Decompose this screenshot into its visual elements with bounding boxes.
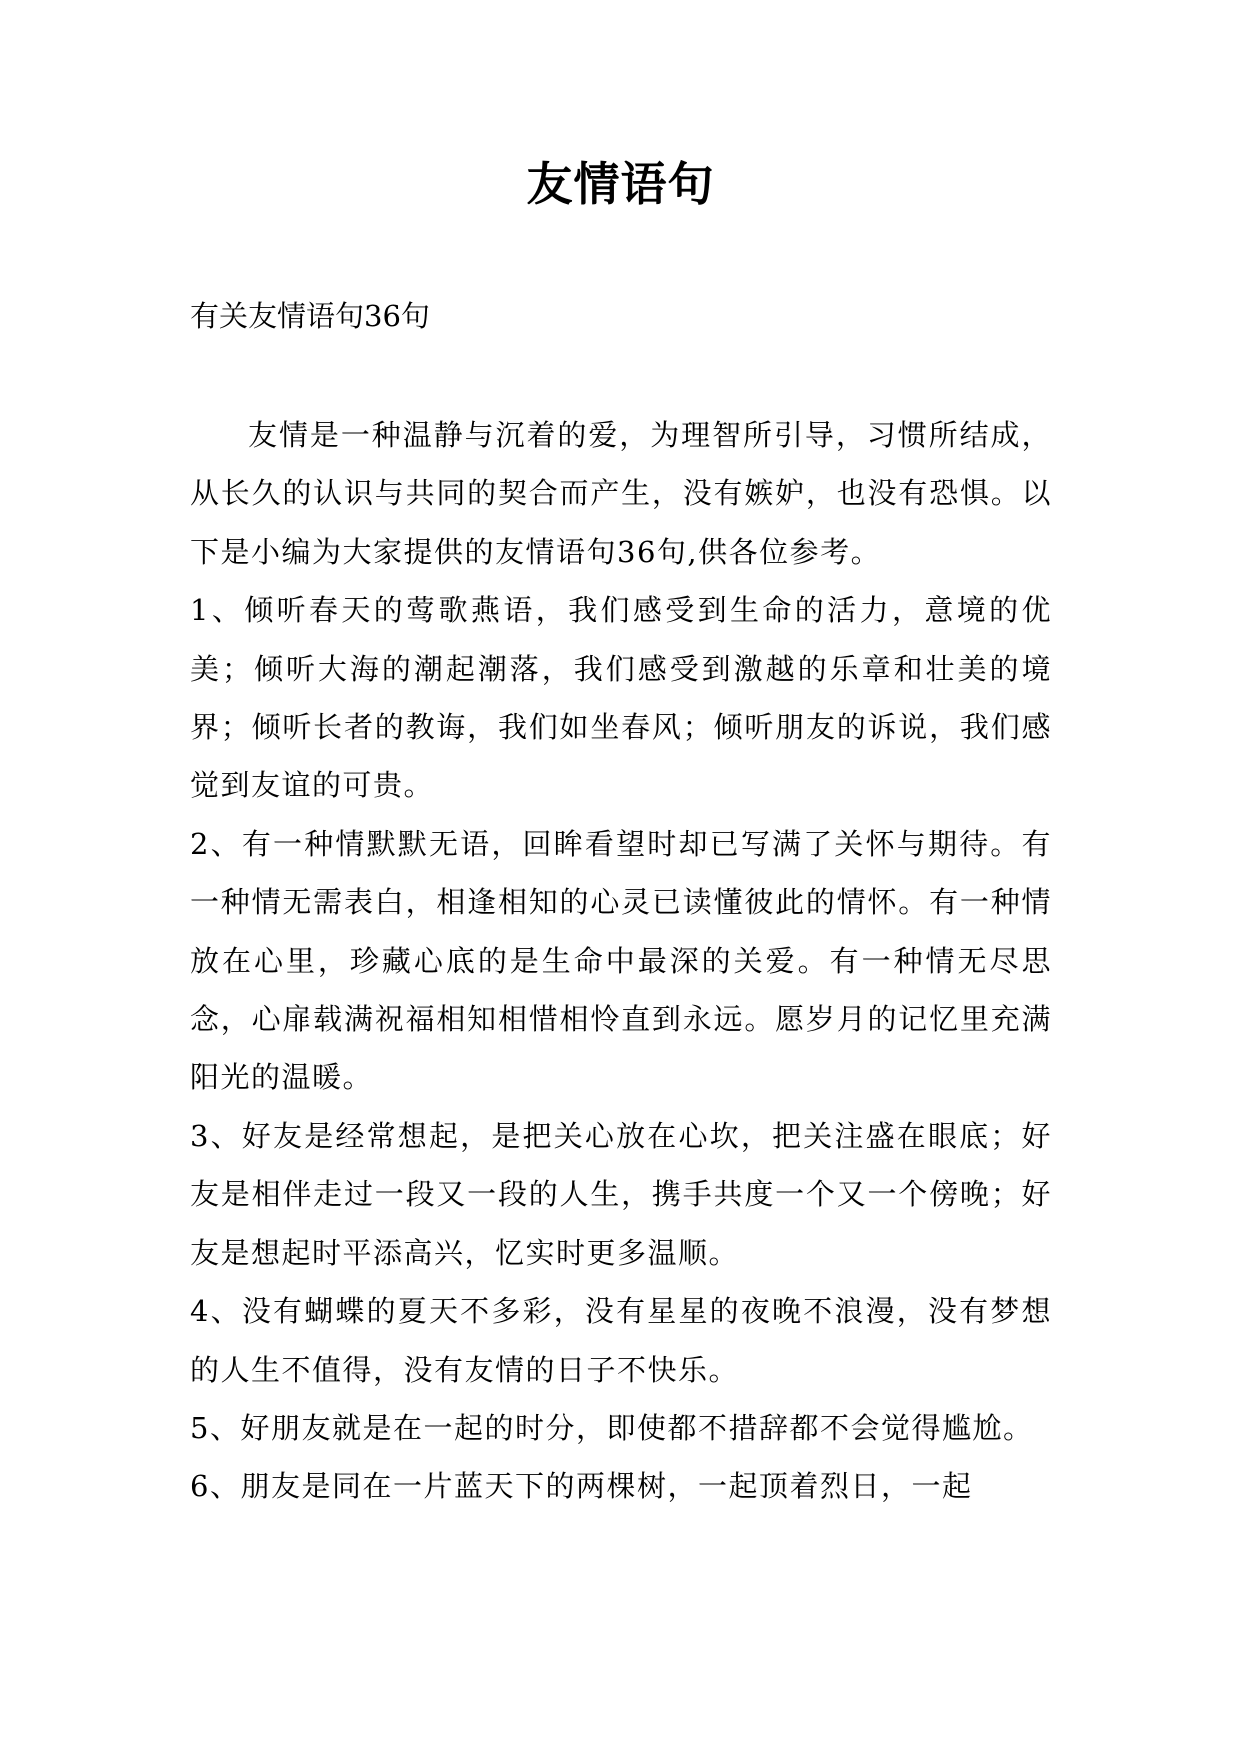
- paragraph-item-2: 2、有一种情默默无语，回眸看望时却已写满了关怀与期待。有一种情无需表白，相逢相知的心灵已读懂彼此的情怀。有一种情放在心里，珍藏心底的是生命中最深的关爱。有一种情无尽思念，心扉载满祝福相知相惜相怜直到永远。愿岁月的记忆里充满阳光的温暖。: [190, 826, 1052, 1095]
- document-body: [190, 406, 1052, 1516]
- paragraph-item-6: 6、朋友是同在一片蓝天下的两棵树，一起顶着烈日，一起: [190, 1469, 973, 1504]
- paragraph-item-4: 4、没有蝴蝶的夏天不多彩，没有星星的夜晚不浪漫，没有梦想的人生不值得，没有友情的日子不快乐。: [190, 1294, 1052, 1387]
- paragraph-item-1: 1、倾听春天的莺歌燕语，我们感受到生命的活力，意境的优美；倾听大海的潮起潮落，我们感受到激越的乐章和壮美的境界；倾听长者的教诲，我们如坐春风；倾听朋友的诉说，我们感觉到友谊的可贵。: [190, 593, 1052, 803]
- paragraph-intro: 友情是一种温静与沉着的爱，为理智所引导，习惯所结成，从长久的认识与共同的契合而产生，没有嫉妒，也没有恐惧。以下是小编为大家提供的友情语句36句,供各位参考。: [190, 418, 1052, 569]
- paragraph-item-5: 5、好朋友就是在一起的时分，即使都不措辞都不会觉得尴尬。: [190, 1410, 1034, 1445]
- subtitle: 有关友情语句36句: [190, 299, 430, 333]
- paragraph-item-3: 3、好友是经常想起，是把关心放在心坎，把关注盛在眼底；好友是相伴走过一段又一段的人生，携手共度一个又一个傍晚；好友是想起时平添高兴，忆实时更多温顺。: [190, 1118, 1052, 1270]
- page-title: 友情语句: [526, 157, 715, 211]
